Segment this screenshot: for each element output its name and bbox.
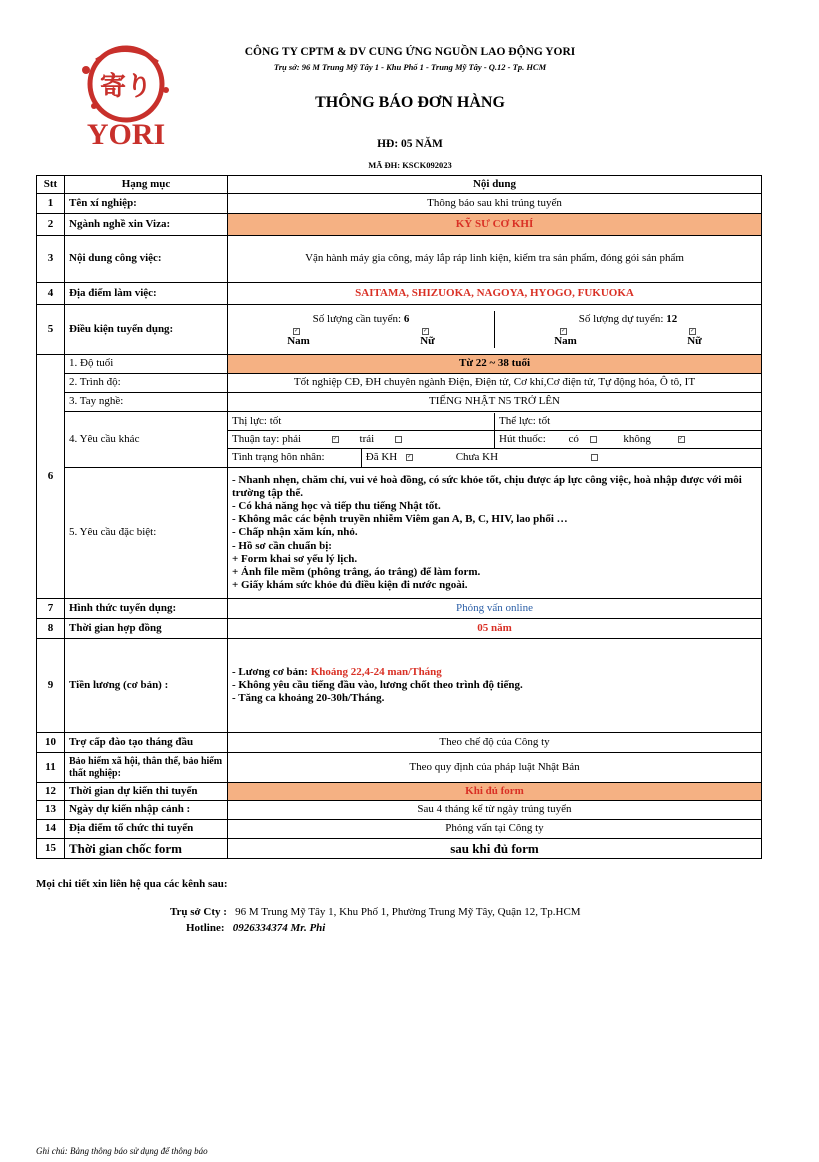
contact-intro: Mọi chi tiết xin liên hệ qua các kênh sau:	[36, 878, 228, 890]
checkbox-icon: ✓	[406, 454, 412, 461]
table-row: 4 Địa điểm làm việc: SAITAMA, SHIZUOKA, NAGOYA, HYOGO, FUKUOKA	[37, 283, 762, 305]
job-description-value: Vận hành máy gia công, máy lắp ráp linh kiện, kiểm tra sản phẩm, đóng gói sản phẩm	[228, 236, 762, 283]
table-row: 3 Nội dung công việc: Vận hành máy gia công, máy lắp ráp linh kiện, kiểm tra sản phẩm, đóng gói sản phẩm	[37, 236, 762, 283]
col-stt: Stt	[37, 176, 65, 194]
table-row: 13 Ngày dự kiến nhập cảnh : Sau 4 tháng kể từ ngày trúng tuyển	[37, 801, 762, 820]
table-row: 4. Yêu cầu khác Thị lực: tốt Thể lực: tốt Thuận tay: phải ✓ trái Hút thuốc: có không ✓ Tình trạng hôn nhân: Đã KH ✓ Chưa KH	[37, 412, 762, 468]
col-item: Hạng mục	[65, 176, 228, 194]
footnote: Ghi chú: Bảng thông báo sử dụng để thông báo	[36, 1146, 208, 1156]
order-table	[36, 175, 762, 859]
contract-term-value: 05 năm	[228, 619, 762, 639]
yori-logo	[66, 40, 186, 152]
table-row: 14 Địa điểm tổ chức thi tuyển Phỏng vấn tại Công ty	[37, 820, 762, 839]
table-row: 9 Tiền lương (cơ bản) : - Lương cơ bản: Khoảng 22,4-24 man/Tháng - Không yêu cầu tiếng đầu vào, lương chốt theo trình độ tiếng. - Tăng ca khoảng 20-30h/Tháng.	[37, 639, 762, 733]
table-header-row	[37, 176, 762, 194]
company-name-value: Thông báo sau khi trúng tuyển	[228, 194, 762, 214]
checkbox-icon	[590, 436, 597, 443]
table-row: 1 Tên xí nghiệp: Thông báo sau khi trúng tuyển	[37, 194, 762, 214]
table-row: 12 Thời gian dự kiến thi tuyển Khi đủ form	[37, 783, 762, 801]
skill-value: TIẾNG NHẬT N5 TRỞ LÊN	[228, 393, 762, 412]
checkbox-icon	[395, 436, 402, 443]
table-row: 8 Thời gian hợp đồng 05 năm	[37, 619, 762, 639]
checkbox-icon: ✓	[423, 328, 429, 334]
work-location-value: SAITAMA, SHIZUOKA, NAGOYA, HYOGO, FUKUOKA	[228, 283, 762, 305]
salary-details: - Lương cơ bản: Khoảng 22,4-24 man/Tháng - Không yêu cầu tiếng đầu vào, lương chốt theo trình độ tiếng. - Tăng ca khoảng 20-30h/Tháng.	[228, 639, 762, 733]
recruitment-conditions: Số lượng cần tuyển: 6 ✓ ✓ Nam Nữ Số lượng dự tuyển: 12 ✓ ✓ Nam Nữ	[228, 311, 761, 348]
age-range-value: Từ 22 ~ 38 tuổi	[228, 355, 762, 374]
checkbox-icon: ✓	[332, 435, 338, 442]
table-row: 2. Trình độ: Tốt nghiệp CĐ, ĐH chuyên ngành Điện, Điện tử, Cơ khí,Cơ điện tử, Tự động hóa, Ô tô, IT	[37, 374, 762, 393]
table-row: 5. Yêu cầu đặc biệt: - Nhanh nhẹn, chăm chỉ, vui vẻ hoà đồng, có sức khỏe tốt, chịu được áp lực công việc, hoà nhập được với môi trường tập thể. - Có khả năng học và tiếp thu tiếng Nhật tốt. - Không mắc các bệnh truyền nhiễm Viêm gan A, B, C, HIV, lao phổi … - Chấp nhận xăm kín, nhỏ. - Hồ sơ cần chuẩn bị: + Form khai sơ yếu lý lịch. + Ảnh file mềm (phông trắng, áo trắng) để làm form. + Giấy khám sức khỏe đủ điều kiện đi nước ngoài.	[37, 468, 762, 599]
company-address: Trụ sở: 96 M Trung Mỹ Tây 1 - Khu Phố 1 - Trung Mỹ Tây - Q.12 - Tp. HCM	[273, 62, 547, 72]
svg-text:寄り: 寄り	[99, 72, 153, 102]
special-requirements: - Nhanh nhẹn, chăm chỉ, vui vẻ hoà đồng, có sức khỏe tốt, chịu được áp lực công việc, hoà nhập được với môi trường tập thể. - Có khả năng học và tiếp thu tiếng Nhật tốt. - Không mắc các bệnh truyền nhiễm Viêm gan A, B, C, HIV, lao phổi … - Chấp nhận xăm kín, nhỏ. - Hồ sơ cần chuẩn bị: + Form khai sơ yếu lý lịch. + Ảnh file mềm (phông trắng, áo trắng) để làm form. + Giấy khám sức khỏe đủ điều kiện đi nước ngoài.	[228, 468, 762, 599]
page-title: THÔNG BÁO ĐƠN HÀNG	[315, 94, 505, 111]
table-row: 15 Thời gian chốc form sau khi đủ form	[37, 839, 762, 859]
svg-text:YORI: YORI	[86, 118, 166, 151]
checkbox-icon: ✓	[678, 435, 684, 442]
contract-duration: HĐ: 05 NĂM	[377, 138, 443, 150]
checkbox-icon: ✓	[294, 328, 300, 334]
company-name: CÔNG TY CPTM & DV CUNG ỨNG NGUỒN LAO ĐỘNG YORI	[244, 46, 576, 58]
table-row: 7 Hình thức tuyển dụng: Phỏng vấn online	[37, 599, 762, 619]
table-row: 3. Tay nghề: TIẾNG NHẬT N5 TRỞ LÊN	[37, 393, 762, 412]
visa-job-value: KỸ SƯ CƠ KHÍ	[228, 214, 762, 236]
table-row: 10 Trợ cấp đào tạo tháng đầu Theo chế độ của Công ty	[37, 733, 762, 753]
table-row: 11 Bảo hiểm xã hội, thân thể, bảo hiểm thất nghiệp: Theo quy định của pháp luật Nhật Bản	[37, 753, 762, 783]
recruitment-method-value: Phỏng vấn online	[228, 599, 762, 619]
checkbox-icon: ✓	[561, 328, 567, 334]
table-row: 2 Ngành nghề xin Viza: KỸ SƯ CƠ KHÍ	[37, 214, 762, 236]
order-code: MÃ ĐH: KSCK092023	[368, 160, 452, 170]
office-address: Trụ sở Cty : 96 M Trung Mỹ Tây 1, Khu Phố 1, Phường Trung Mỹ Tây, Quận 12, Tp.HCM	[170, 906, 581, 918]
col-content: Nội dung	[228, 176, 762, 194]
table-row: 6 1. Độ tuổi Từ 22 ~ 38 tuổi	[37, 355, 762, 374]
education-value: Tốt nghiệp CĐ, ĐH chuyên ngành Điện, Điện tử, Cơ khí,Cơ điện tử, Tự động hóa, Ô tô, IT	[228, 374, 762, 393]
other-requirements: Thị lực: tốt Thể lực: tốt Thuận tay: phải ✓ trái Hút thuốc: có không ✓ Tình trạng hôn nhân: Đã KH ✓ Chưa KH	[228, 413, 761, 467]
checkbox-icon	[591, 454, 598, 461]
checkbox-icon: ✓	[690, 328, 696, 334]
hotline: Hotline: 0926334374 Mr. Phi	[186, 922, 326, 934]
table-row: 5 Điều kiện tuyển dụng: Số lượng cần tuyển: 6 ✓ ✓ Nam Nữ Số lượng dự tuyển: 12 ✓ ✓ Nam Nữ	[37, 305, 762, 355]
